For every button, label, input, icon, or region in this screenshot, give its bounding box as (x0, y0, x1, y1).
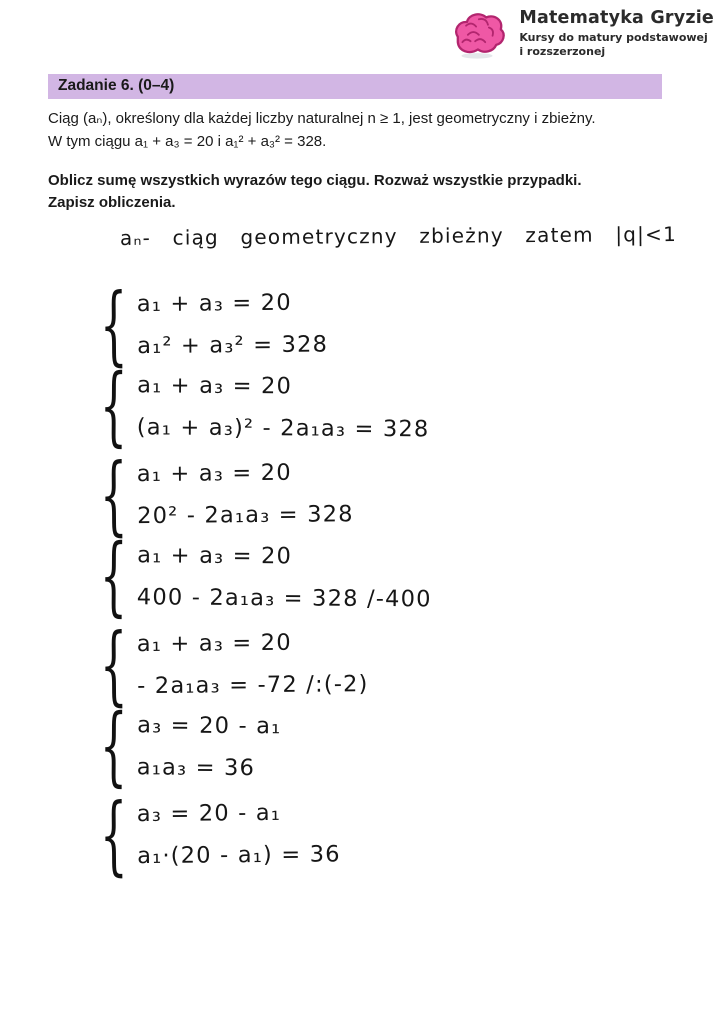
system-block-4 (99, 526, 661, 627)
brand-subtitle-line2: i rozszerzonej (519, 45, 606, 58)
equation-line: a₁·(20 - a₁) = 36 (137, 841, 341, 870)
equation-line: 20² - 2a₁a₃ = 328 (137, 501, 354, 530)
instruction-line1: Oblicz sumę wszystkich wyrazów tego ciągu. Rozważ wszystkie przypadki. (48, 172, 582, 189)
system-brace: { (99, 356, 128, 457)
solution-systems (99, 275, 660, 886)
equation-line: a₁ + a₃ = 20 (136, 459, 292, 488)
system-block-1 (99, 275, 661, 376)
system-brace: { (99, 696, 128, 797)
system-brace: { (99, 785, 128, 886)
system-block-7 (99, 785, 661, 886)
equation-line: a₁ + a₃ = 20 (136, 629, 292, 658)
system-brace: { (99, 445, 128, 546)
brand-title: Matematyka Gryzie (519, 8, 714, 28)
equation-line: (a₁ + a₃)² - 2a₁a₃ = 328 (136, 414, 430, 443)
equation-line: - 2a₁a₃ = -72 /:(-2) (137, 671, 369, 700)
brain-icon (445, 4, 509, 62)
system-block-2 (99, 356, 661, 457)
system-brace: { (99, 526, 128, 627)
equation-line: a₃ = 20 - a₁ (137, 712, 282, 740)
equation-line: a₁ + a₃ = 20 (137, 372, 293, 400)
brand-subtitle-line1: Kursy do matury podstawowej (519, 31, 708, 44)
instruction-line2: Zapisz obliczenia. (48, 194, 176, 211)
system-block-5 (99, 615, 661, 716)
equation-line: a₁a₃ = 36 (136, 754, 256, 782)
task-header-bar: Zadanie 6. (0–4) (48, 74, 662, 99)
system-block-6 (99, 696, 661, 797)
problem-text-line1: Ciąg (aₙ), określony dla każdej liczby naturalnej n ≥ 1, jest geometryczny i zbieżny. (48, 110, 596, 127)
problem-text-line2: W tym ciągu a₁ + a₃ = 20 i a₁² + a₃² = 328. (48, 133, 327, 150)
system-brace: { (99, 615, 128, 716)
task-section (48, 74, 672, 214)
handwritten-note: aₙ- ciąg geometryczny zbieżny zatem |q|<1 (119, 222, 678, 250)
equation-line: a₁ + a₃ = 20 (137, 542, 293, 570)
system-block-3 (99, 445, 661, 546)
equation-line: a₃ = 20 - a₁ (136, 799, 282, 828)
brand-text (519, 4, 714, 59)
equation-line: a₁² + a₃² = 328 (137, 331, 329, 360)
equation-line: a₁ + a₃ = 20 (136, 289, 292, 318)
equation-line: 400 - 2a₁a₃ = 328 /-400 (136, 584, 432, 613)
system-brace: { (99, 275, 128, 376)
brand-logo (445, 4, 714, 62)
